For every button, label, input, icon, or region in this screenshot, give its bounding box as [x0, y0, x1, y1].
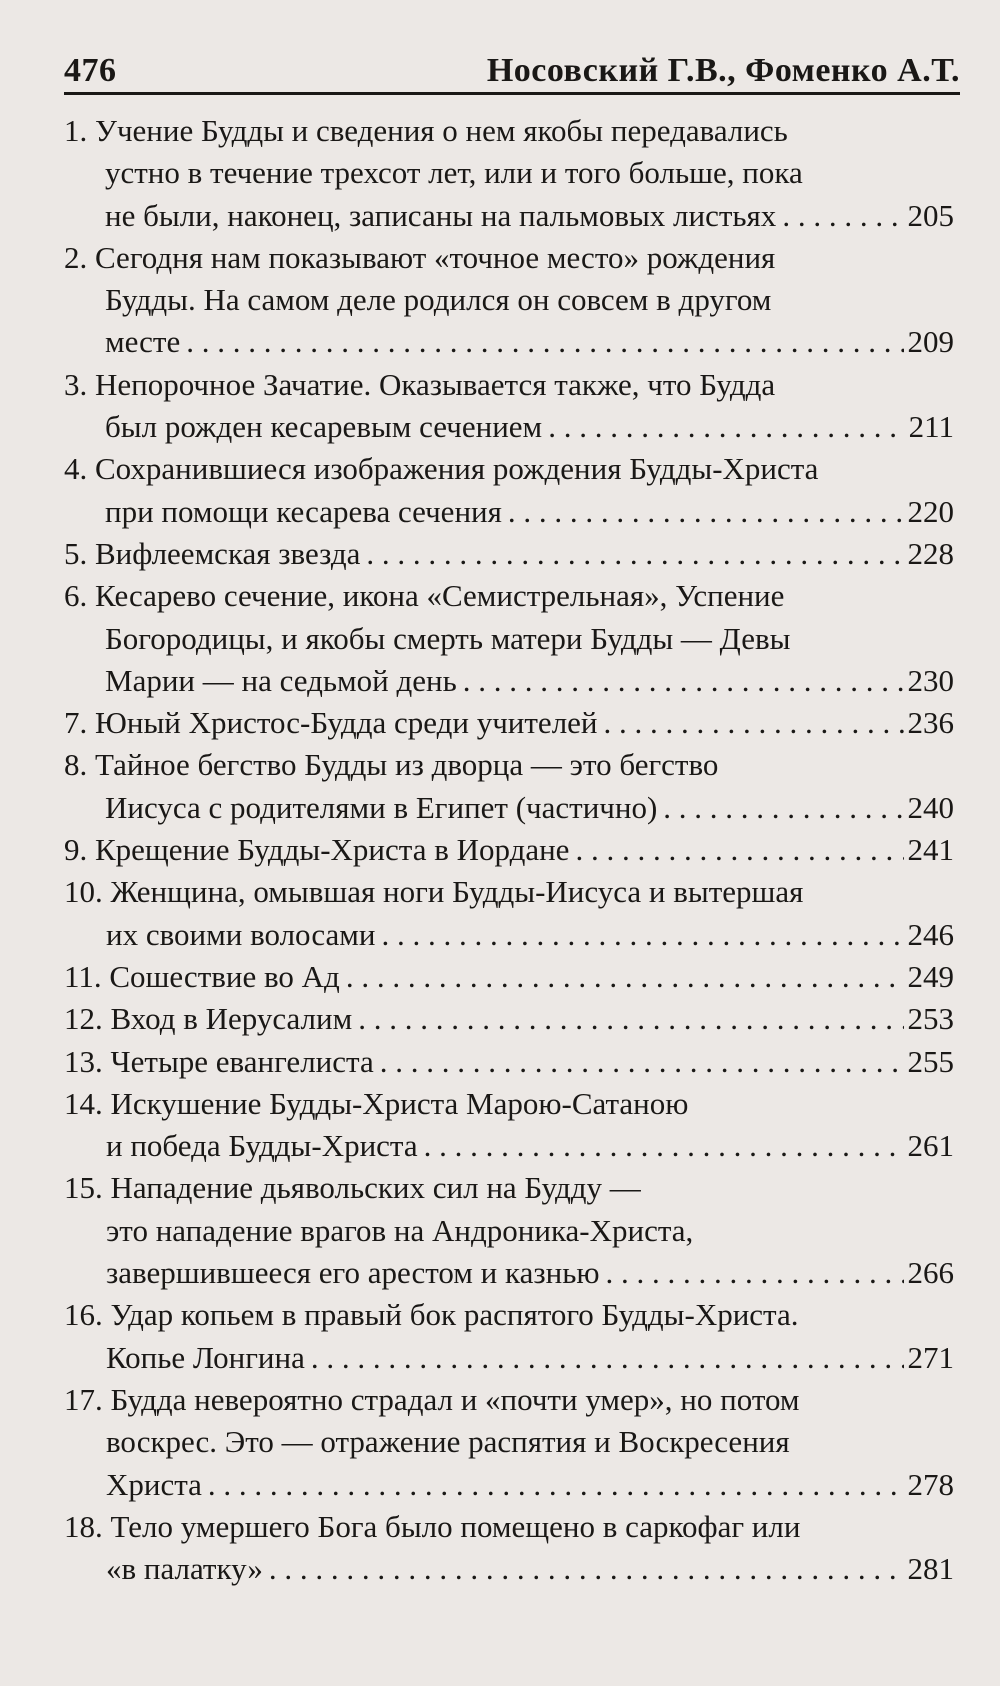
toc-page-number: 246 — [907, 916, 954, 952]
toc-entry-line — [64, 195, 954, 237]
toc-entry-line — [64, 321, 954, 363]
dot-leader — [269, 1548, 904, 1590]
dot-leader — [663, 787, 903, 829]
toc-entry-text: при помощи кесарева сечения — [105, 493, 502, 529]
toc-entry-line — [64, 491, 954, 533]
dot-leader — [346, 956, 904, 998]
toc-entry-text: не были, наконец, записаны на пальмовых листьях — [105, 197, 777, 233]
toc-entry-line — [64, 1548, 954, 1590]
toc-page-number: 205 — [907, 197, 954, 233]
toc-entry-line — [64, 618, 954, 660]
toc-entry-text: 8. Тайное бегство Будды из дворца — это бегство — [64, 747, 719, 783]
toc-entry-line — [64, 702, 954, 744]
toc-entry-text: и победа Будды-Христа — [106, 1128, 418, 1164]
toc-page-number: 278 — [907, 1466, 954, 1502]
toc-entry-text: 15. Нападение дьявольских сил на Будду — — [64, 1170, 641, 1206]
toc-entry-line — [64, 1294, 954, 1336]
toc-entry-line — [64, 533, 954, 575]
dot-leader — [604, 702, 904, 744]
toc-entry-text: «в палатку» — [106, 1551, 263, 1587]
toc-page-number: 266 — [907, 1255, 954, 1291]
page-number: 476 — [64, 52, 117, 89]
toc-entry-text: 5. Вифлеемская звезда — [64, 535, 361, 571]
toc-entry-text: завершившееся его арестом и казнью — [106, 1255, 600, 1291]
toc-entry — [64, 1041, 954, 1083]
toc-entry-line — [64, 448, 954, 490]
toc-entry-text: 18. Тело умершего Бога было помещено в саркофаг или — [64, 1508, 801, 1544]
toc-entry-line — [64, 1464, 954, 1506]
toc-entry — [64, 364, 954, 449]
toc-entry — [64, 1379, 954, 1506]
dot-leader — [366, 533, 903, 575]
toc-entry-text: был рожден кесаревым сечением — [105, 409, 543, 445]
toc-entry — [64, 871, 954, 956]
toc-entry-line — [64, 1083, 954, 1125]
toc-entry-line — [64, 829, 954, 871]
toc-entry-text: 14. Искушение Будды-Христа Марою-Сатаною — [64, 1085, 689, 1121]
toc-entry-text: 12. Вход в Иерусалим — [64, 1001, 353, 1037]
toc-page-number: 209 — [907, 324, 954, 360]
toc-entry — [64, 237, 954, 364]
toc-entry-line — [64, 364, 954, 406]
toc-entry-text: 9. Крещение Будды-Христа в Иордане — [64, 832, 570, 868]
toc-page-number: 249 — [907, 958, 954, 994]
toc-entry-line — [64, 914, 954, 956]
toc-page-number: 220 — [907, 493, 954, 529]
toc-page-number: 240 — [907, 789, 954, 825]
toc-entry-line — [64, 1506, 954, 1548]
toc-page-number: 255 — [907, 1043, 954, 1079]
toc-page-number: 236 — [907, 705, 954, 741]
toc-entry — [64, 1083, 954, 1168]
dot-leader — [575, 829, 903, 871]
dot-leader — [380, 1041, 904, 1083]
toc-entry-text: месте — [105, 324, 181, 360]
toc-entry-line — [64, 660, 954, 702]
toc-entry — [64, 744, 954, 829]
dot-leader — [782, 195, 903, 237]
toc-entry-text: Христа — [106, 1466, 202, 1502]
dot-leader — [186, 321, 903, 363]
toc-entry-line — [64, 871, 954, 913]
toc-entry — [64, 448, 954, 533]
toc-entry-text: воскрес. Это — отражение распятия и Воскресения — [106, 1424, 790, 1460]
table-of-contents — [64, 110, 954, 1590]
toc-page-number: 241 — [907, 832, 954, 868]
toc-entry-line — [64, 998, 954, 1040]
toc-entry — [64, 1506, 954, 1591]
toc-entry-line — [64, 279, 954, 321]
toc-entry-line — [64, 956, 954, 998]
toc-entry-line — [64, 1167, 954, 1209]
toc-page-number: 253 — [907, 1001, 954, 1037]
toc-entry-line — [64, 1252, 954, 1294]
toc-page-number: 281 — [907, 1551, 954, 1587]
toc-entry-line — [64, 1210, 954, 1252]
dot-leader — [358, 998, 903, 1040]
toc-entry-text: 16. Удар копьем в правый бок распятого Будды-Христа. — [64, 1297, 799, 1333]
toc-entry-line — [64, 1379, 954, 1421]
toc-entry-line — [64, 152, 954, 194]
toc-entry — [64, 575, 954, 702]
toc-entry-line — [64, 1041, 954, 1083]
toc-entry — [64, 1294, 954, 1379]
dot-leader — [463, 660, 904, 702]
toc-entry-line — [64, 110, 954, 152]
toc-entry-text: Марии — на седьмой день — [105, 662, 457, 698]
toc-entry-text: 11. Сошествие во Ад — [64, 958, 340, 994]
toc-page-number: 230 — [907, 662, 954, 698]
dot-leader — [424, 1125, 904, 1167]
toc-entry-text: устно в течение трехсот лет, или и того больше, пока — [105, 155, 803, 191]
toc-entry-text: их своими волосами — [106, 916, 376, 952]
header-rule — [64, 92, 960, 95]
toc-entry-text: 17. Будда невероятно страдал и «почти умер», но потом — [64, 1381, 800, 1417]
running-header-authors: Носовский Г.В., Фоменко А.Т. — [486, 52, 960, 89]
dot-leader — [208, 1464, 904, 1506]
dot-leader — [606, 1252, 904, 1294]
toc-entry-text: 10. Женщина, омывшая ноги Будды-Иисуса и вытершая — [64, 874, 804, 910]
toc-entry-text: Копье Лонгина — [106, 1339, 305, 1375]
toc-entry-text: 2. Сегодня нам показывают «точное место» рождения — [64, 239, 776, 275]
toc-entry — [64, 956, 954, 998]
dot-leader — [311, 1337, 904, 1379]
toc-entry-text: 7. Юный Христос-Будда среди учителей — [64, 705, 598, 741]
toc-entry-text: 3. Непорочное Зачатие. Оказывается также, что Будда — [64, 366, 776, 402]
dot-leader — [548, 406, 904, 448]
toc-entry-line — [64, 237, 954, 279]
toc-entry-text: 4. Сохранившиеся изображения рождения Будды-Христа — [64, 451, 819, 487]
toc-entry-text: 6. Кесарево сечение, икона «Семистрельная», Успение — [64, 578, 785, 614]
toc-page-number: 261 — [907, 1128, 954, 1164]
toc-entry-line — [64, 406, 954, 448]
toc-entry — [64, 1167, 954, 1294]
toc-page-number: 211 — [908, 409, 954, 445]
toc-entry — [64, 829, 954, 871]
dot-leader — [381, 914, 903, 956]
toc-page-number: 228 — [907, 535, 954, 571]
dot-leader — [508, 491, 904, 533]
toc-entry — [64, 702, 954, 744]
toc-entry-line — [64, 1337, 954, 1379]
toc-entry-text: 13. Четыре евангелиста — [64, 1043, 374, 1079]
toc-entry-text: 1. Учение Будды и сведения о нем якобы передавались — [64, 113, 788, 148]
toc-entry-text: Богородицы, и якобы смерть матери Будды — Девы — [105, 620, 791, 656]
toc-entry-line — [64, 575, 954, 617]
toc-entry-text: Будды. На самом деле родился он совсем в другом — [105, 282, 772, 318]
toc-page-number: 271 — [907, 1339, 954, 1375]
toc-entry-line — [64, 787, 954, 829]
toc-entry — [64, 533, 954, 575]
running-header — [64, 28, 960, 90]
toc-entry-text: это нападение врагов на Андроника-Христа, — [106, 1212, 694, 1248]
toc-entry-text: Иисуса с родителями в Египет (частично) — [105, 789, 658, 825]
toc-entry-line — [64, 1421, 954, 1463]
toc-entry-line — [64, 744, 954, 786]
toc-entry-line — [64, 1125, 954, 1167]
toc-entry — [64, 998, 954, 1040]
toc-entry — [64, 110, 954, 237]
